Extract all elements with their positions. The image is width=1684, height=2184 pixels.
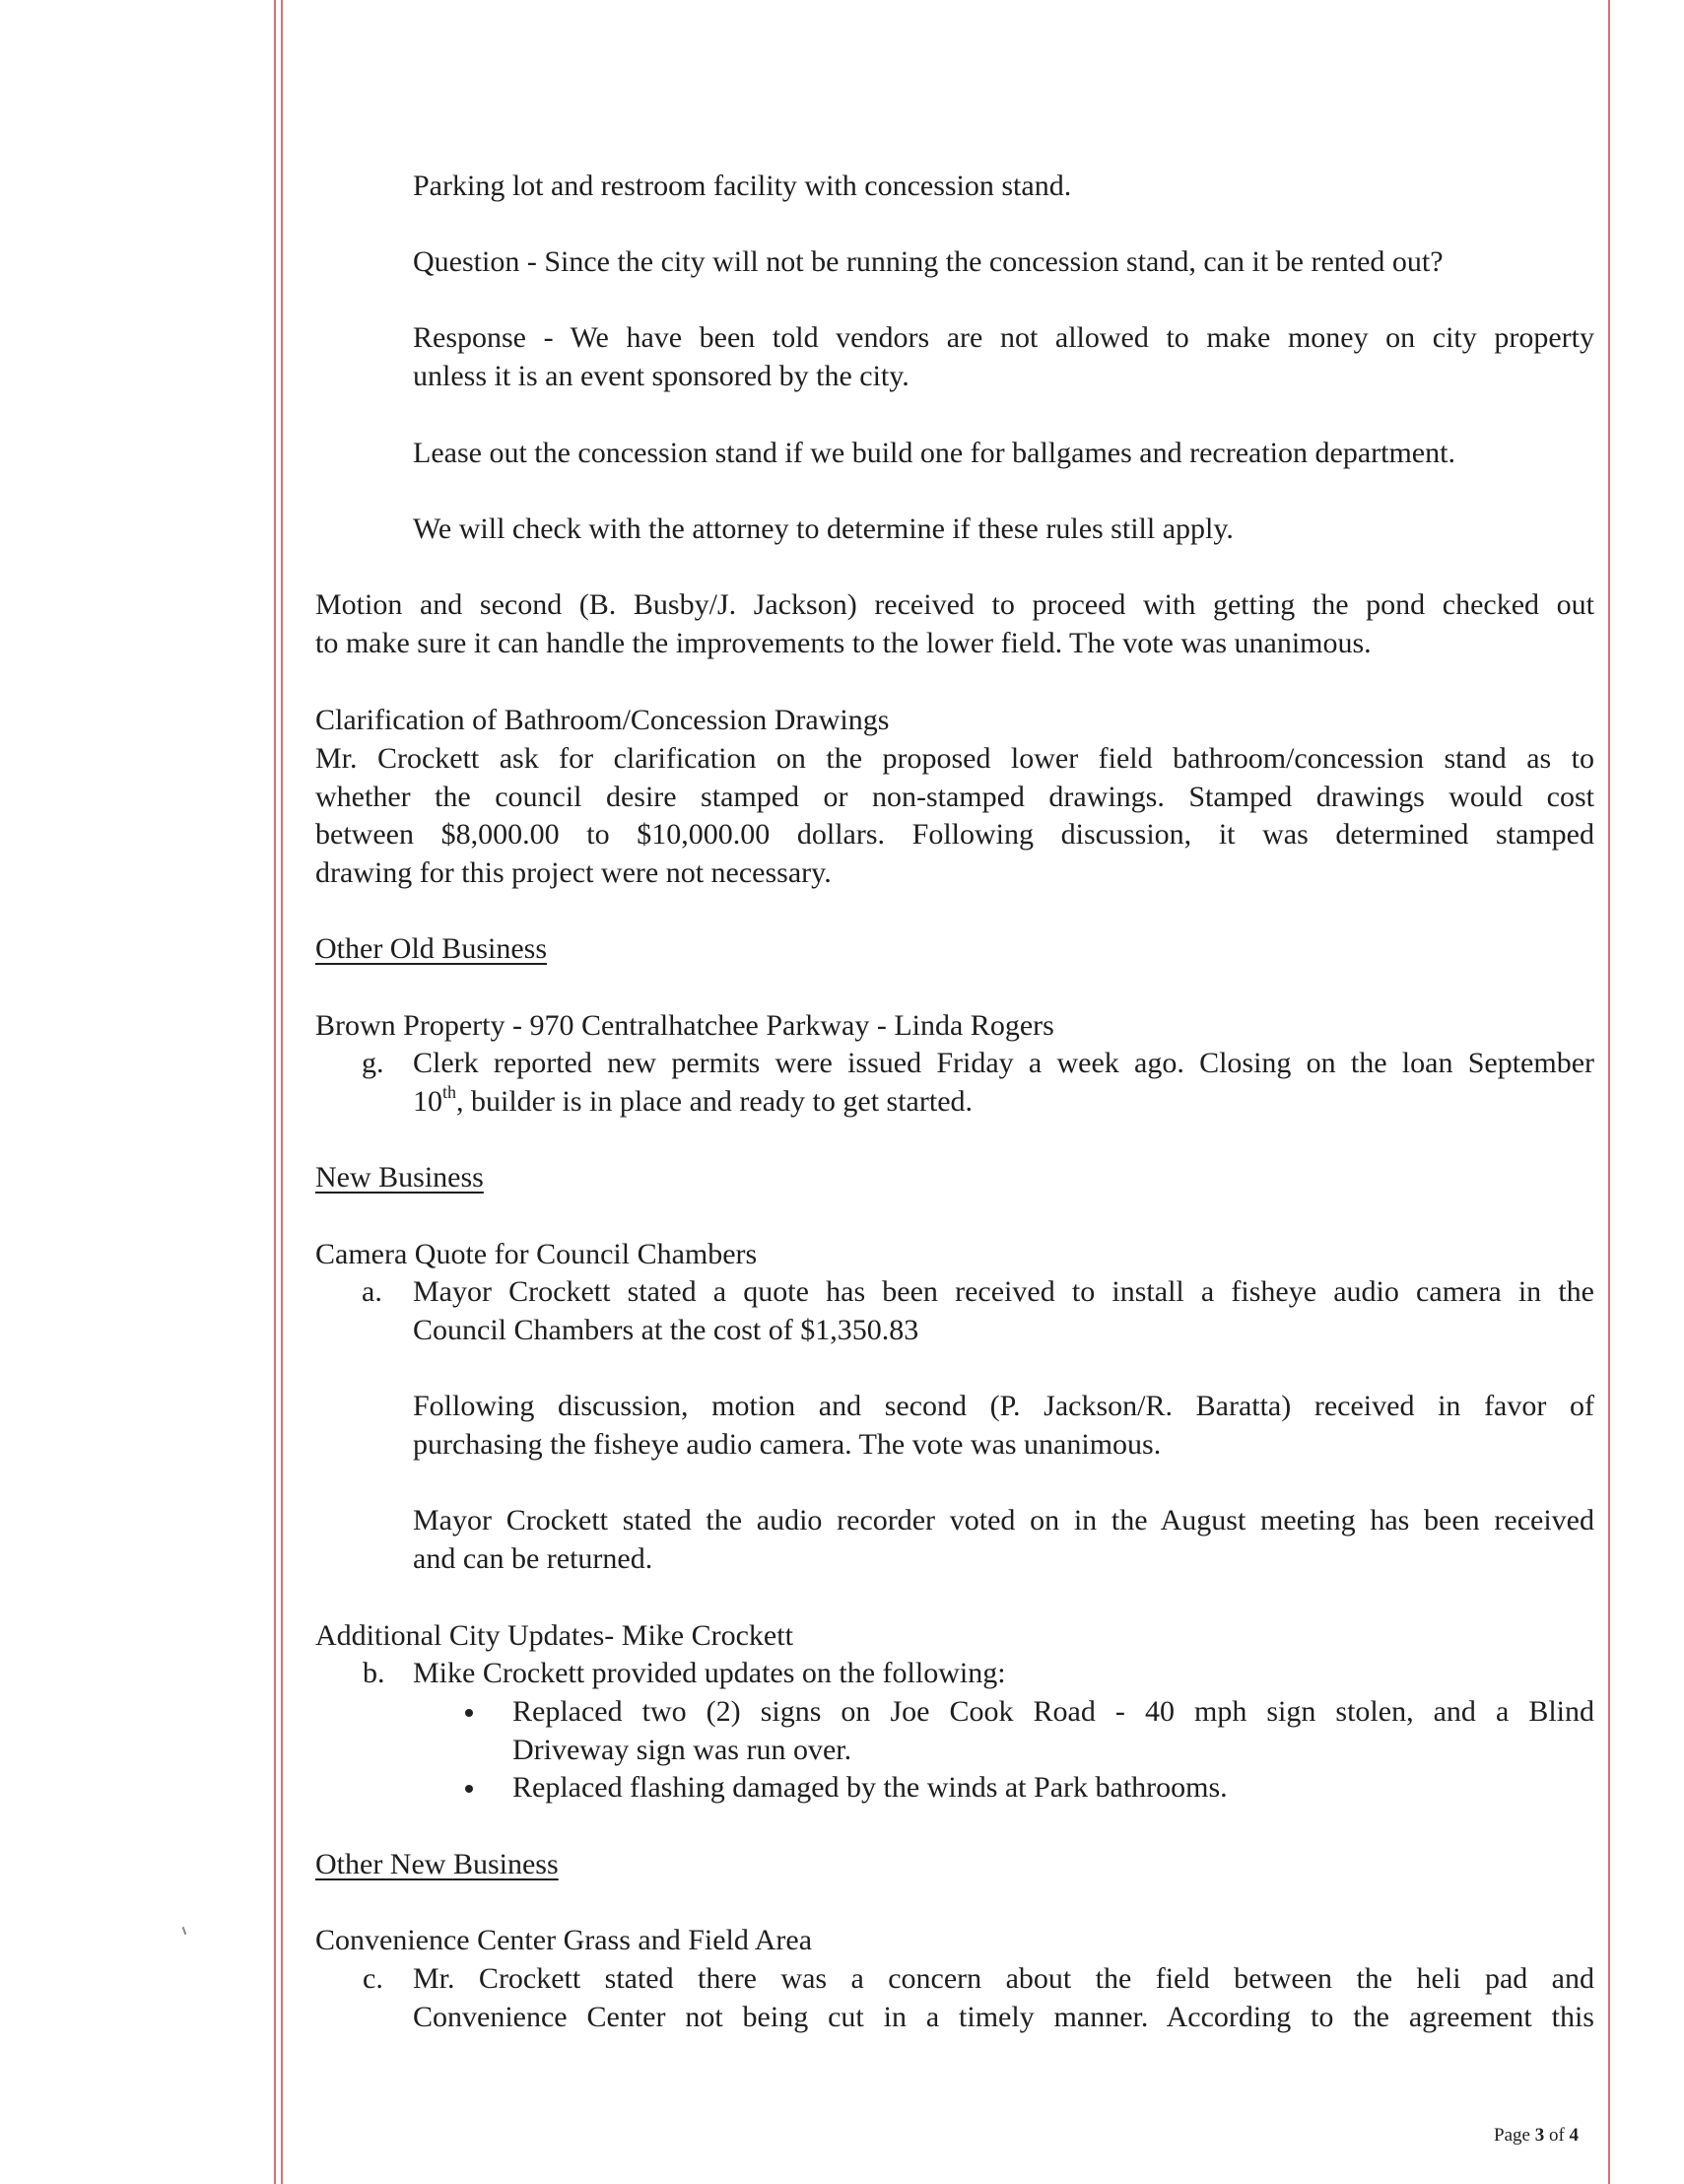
list-item-text: Convenience Center not being cut in a timely manner. According to the agreement this <box>413 2001 1594 2033</box>
list-item-text: Following discussion, motion and second (P. Jackson/R. Baratta) received in favor of <box>413 1390 1594 1422</box>
list-item-text: Mr. Crockett stated there was a concern about the field between the heli pad and <box>413 1962 1594 1995</box>
scan-speck <box>182 1927 187 1935</box>
motion-text: Motion and second (B. Busby/J. Jackson) received to proceed with getting the pond checked out <box>315 588 1594 621</box>
right-margin-line <box>1608 0 1610 2184</box>
list-item-text: 10th, builder is in place and ready to get started. <box>413 1082 974 1118</box>
list-item-text: Council Chambers at the cost of $1,350.83 <box>413 1314 919 1346</box>
list-marker: a. <box>362 1275 382 1308</box>
list-item-text: Clerk reported new permits were issued Friday a week ago. Closing on the loan September <box>413 1047 1594 1079</box>
section-title: Convenience Center Grass and Field Area <box>315 1924 813 1956</box>
list-item-text: purchasing the fisheye audio camera. The vote was unanimous. <box>413 1428 1162 1461</box>
heading-new-business: New Business <box>315 1161 484 1194</box>
list-marker: g. <box>362 1047 384 1079</box>
heading-other-old-business: Other Old Business <box>315 932 547 965</box>
text-line: Mr. Crockett ask for clarification on the proposed lower field bathroom/concession stand as to <box>315 742 1594 775</box>
list-item-text: Mayor Crockett stated a quote has been received to install a fisheye audio camera in the <box>413 1275 1594 1308</box>
list-marker: c. <box>363 1962 383 1995</box>
left-margin-line <box>274 0 276 2184</box>
list-item-text: Mike Crockett provided updates on the following: <box>413 1657 1006 1689</box>
text-line: unless it is an event sponsored by the city. <box>413 360 909 392</box>
text-line: We will check with the attorney to determine if these rules still apply. <box>413 512 1234 545</box>
list-marker: b. <box>363 1657 385 1689</box>
text-line: whether the council desire stamped or non-stamped drawings. Stamped drawings would cost <box>315 781 1594 813</box>
list-item-text: and can be returned. <box>413 1542 653 1575</box>
text-line: drawing for this project were not necessary. <box>315 856 832 889</box>
bullet-dot <box>465 1709 473 1717</box>
bullet-dot <box>465 1785 473 1793</box>
text-line: Response - We have been told vendors are not allowed to make money on city property <box>413 321 1594 354</box>
text-line: Question - Since the city will not be running the concession stand, can it be rented out? <box>413 245 1444 278</box>
heading-other-new-business: Other New Business <box>315 1848 559 1880</box>
list-item-text: Mayor Crockett stated the audio recorder voted on in the August meeting has been received <box>413 1504 1594 1536</box>
motion-text: to make sure it can handle the improvements to the lower field. The vote was unanimous. <box>315 627 1372 659</box>
text-line: between $8,000.00 to $10,000.00 dollars. Following discussion, it was determined stamped <box>315 818 1594 851</box>
left-margin-line-inner <box>281 0 283 2184</box>
bullet-text: Replaced two (2) signs on Joe Cook Road - 40 mph sign stolen, and a Blind <box>512 1695 1594 1728</box>
section-title: Clarification of Bathroom/Concession Drawings <box>315 704 890 736</box>
text-line: Lease out the concession stand if we build one for ballgames and recreation department. <box>413 437 1455 469</box>
page-footer: Page 3 of 4 <box>1494 2125 1580 2146</box>
section-title: Brown Property - 970 Centralhatchee Parkway - Linda Rogers <box>315 1009 1054 1042</box>
text-line: Parking lot and restroom facility with concession stand. <box>413 170 1072 202</box>
bullet-text: Driveway sign was run over. <box>512 1734 852 1766</box>
bullet-text: Replaced flashing damaged by the winds at Park bathrooms. <box>512 1771 1228 1804</box>
section-title: Camera Quote for Council Chambers <box>315 1238 758 1270</box>
section-title: Additional City Updates- Mike Crockett <box>315 1619 793 1652</box>
